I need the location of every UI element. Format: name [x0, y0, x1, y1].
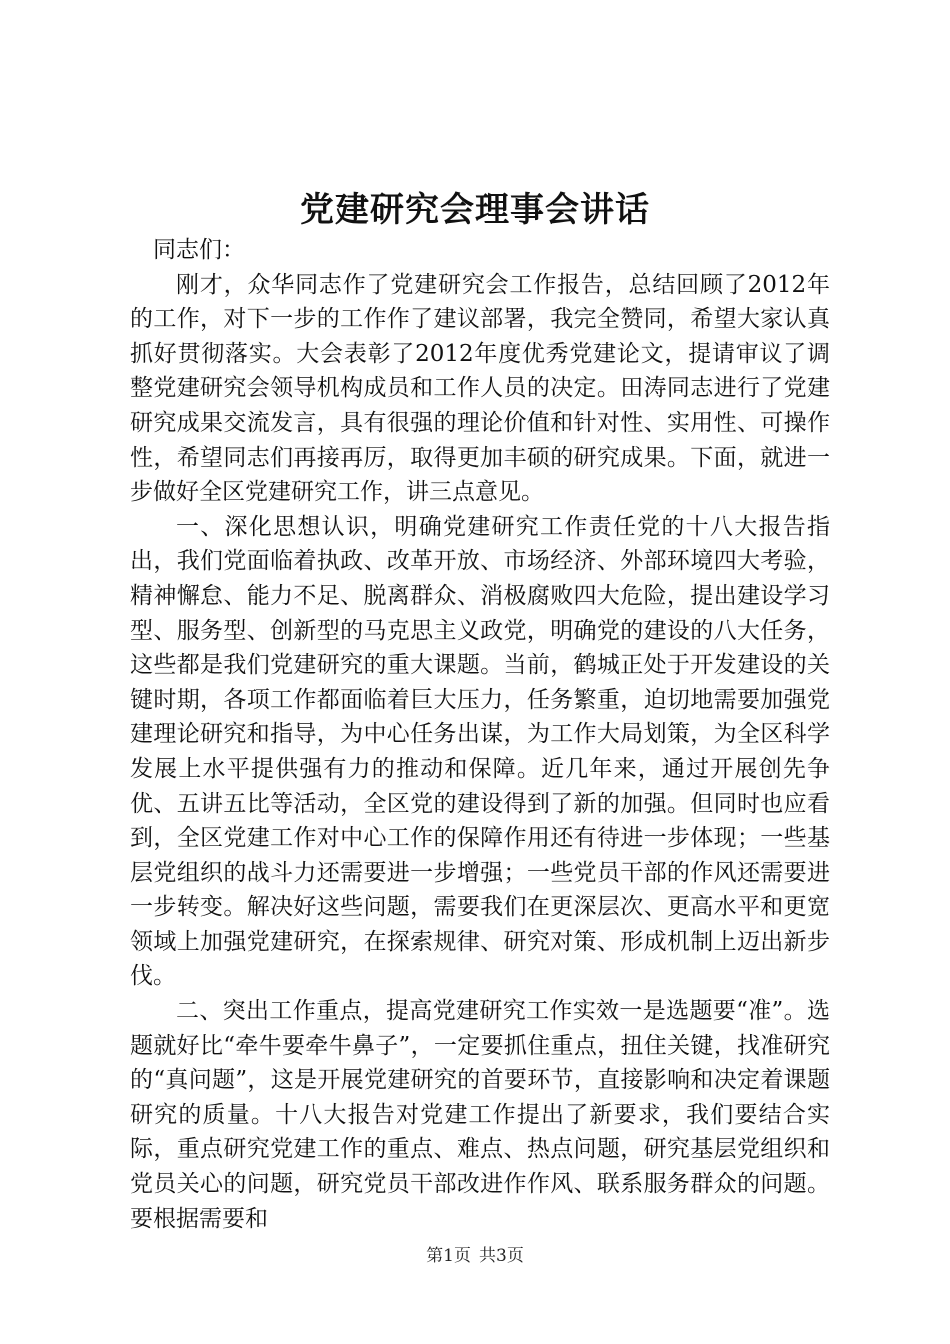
paragraph-section-two: 二、突出工作重点，提高党建研究工作实效一是选题要“准”。选题就好比“牵牛要牵牛鼻子”，一定要抓住重点，扭住关键，找准研究的“真问题”，这是开展党建研究的首要环节，直接影响和决定着课题研究的质量。十八大报告对党建工作提出了新要求，我们要结合实际，重点研究党建工作的重点、难点、热点问题，研究基层党组织和党员关心的问题，研究党员干部改进作作风、联系服务群众的问题。要根据需要和 [130, 998, 830, 1232]
paragraph-section-one: 一、深化思想认识，明确党建研究工作责任党的十八大报告指出，我们党面临着执政、改革开放、市场经济、外部环境四大考验，精神懈怠、能力不足、脱离群众、消极腐败四大危险，提出建设学习型、服务型、创新型的马克思主义政党，明确党的建设的八大任务，这些都是我们党建研究的重大课题。当前，鹤城正处于开发建设的关键时期，各项工作都面临着巨大压力，任务繁重，迫切地需要加强党建理论研究和指导，为中心任务出谋，为工作大局划策，为全区科学发展上水平提供强有力的推动和保障。近几年来，通过开展创先争优、五讲五比等活动，全区党的建设得到了新的加强。但同时也应看到，全区党建工作对中心工作的保障作用还有待进一步体现；一些基层党组织的战斗力还需要进一步增强；一些党员干部的作风还需要进一步转变。解决好这些问题，需要我们在更深层次、更高水平和更宽领域上加强党建研究，在探索规律、研究对策、形成机制上迈出新步伐。 [130, 513, 830, 990]
document-body [130, 233, 830, 1236]
document-title: 党建研究会理事会讲话 [300, 190, 650, 230]
page-footer [0, 1244, 950, 1268]
salutation: 同志们： [153, 237, 245, 263]
paragraph-intro: 刚才，众华同志作了党建研究会工作报告，总结回顾了2012年的工作，对下一步的工作作了建议部署，我完全赞同，希望大家认真抓好贯彻落实。大会表彰了2012年度优秀党建论文，提请审议了调整党建研究会领导机构成员和工作人员的决定。田涛同志进行了党建研究成果交流发言，具有很强的理论价值和针对性、实用性、可操作性，希望同志们再接再厉，取得更加丰硕的研究成果。下面，就进一步做好全区党建研究工作，讲三点意见。 [130, 271, 830, 506]
page-total: 共3页 [479, 1246, 524, 1266]
page-number: 第1页 [426, 1246, 471, 1266]
